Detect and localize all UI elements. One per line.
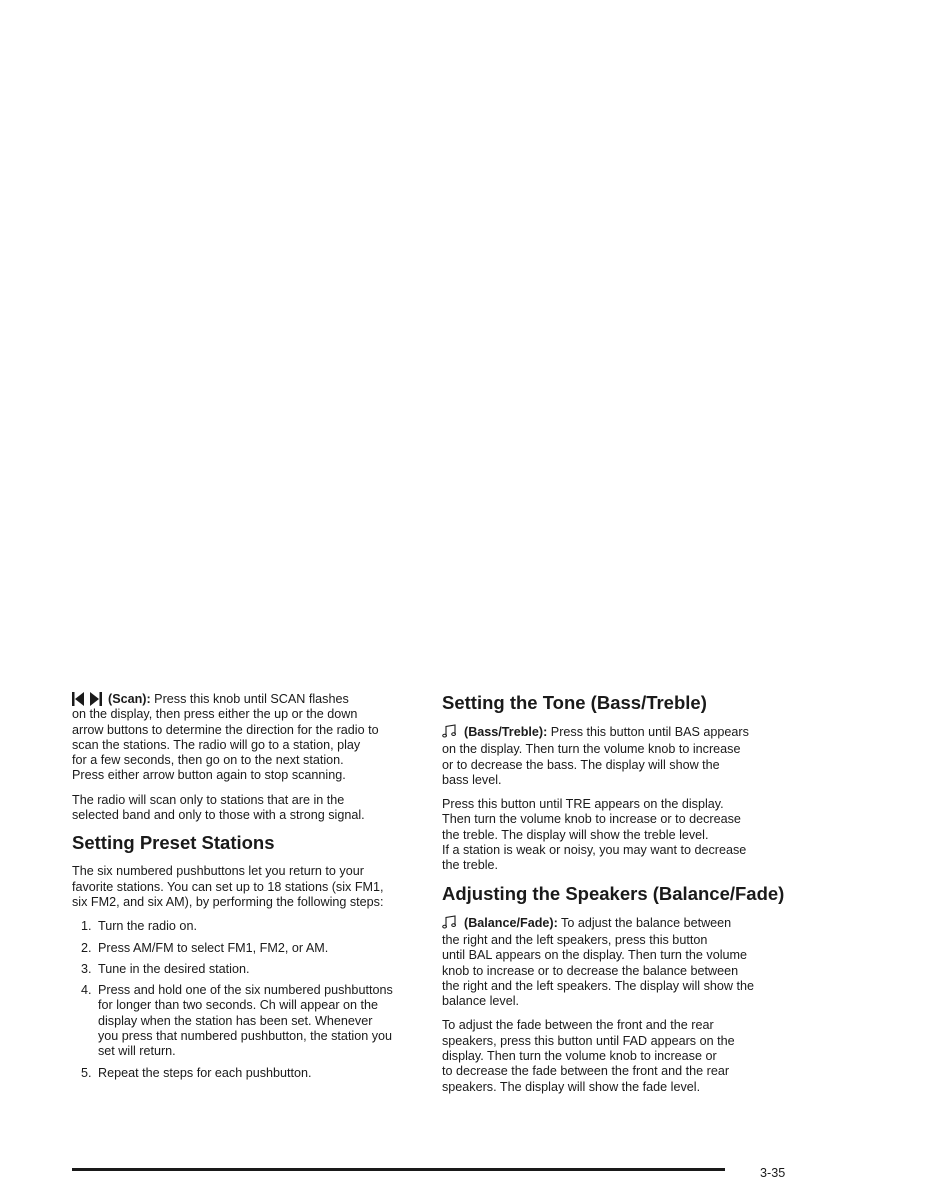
seek-back-icon — [72, 692, 84, 706]
balance-fade-label: (Balance/Fade): — [464, 915, 558, 930]
step-number: 3. — [81, 961, 92, 976]
music-note-icon — [442, 724, 457, 742]
page-number: 3-35 — [760, 1166, 786, 1180]
step-text: Turn the radio on. — [98, 919, 197, 934]
preset-heading: Setting Preset Stations — [72, 832, 275, 854]
scan-paragraph — [72, 692, 420, 784]
footer-rule — [72, 1168, 725, 1171]
bass-treble-text: Press this button until BAS appears on the display. Then turn the volume knob to increase or to decrease the bass. The display will show the bass level. — [442, 725, 749, 787]
step-text: Tune in the desired station. — [98, 961, 250, 976]
tone-heading: Setting the Tone (Bass/Treble) — [442, 692, 707, 713]
step-number: 4. — [81, 983, 92, 998]
speakers-heading: Adjusting the Speakers (Balance/Fade) — [442, 882, 785, 904]
step-4 — [81, 983, 420, 1059]
bass-treble-paragraph — [442, 724, 794, 788]
scan-label: (Scan): — [108, 692, 151, 706]
step-text: Press AM/FM to select FM1, FM2, or AM. — [98, 940, 329, 955]
balance-fade-paragraph — [442, 915, 794, 1010]
step-5 — [81, 1066, 420, 1081]
step-number: 1. — [81, 919, 92, 934]
preset-intro: The six numbered pushbuttons let you return to your favorite stations. You can set up to 18 stations (six FM1, six FM2, and six AM), by performing the following steps: — [72, 864, 384, 909]
seek-forward-icon — [90, 692, 102, 706]
treble-paragraph: Press this button until TRE appears on the display. Then turn the volume knob to increase or to decrease the treble. The display will show the treble level. If a station is weak or noisy, you may want to decrease the treble. — [442, 797, 747, 873]
left-column — [72, 692, 420, 1087]
step-number: 5. — [81, 1065, 92, 1080]
fade-paragraph: To adjust the fade between the front and the rear speakers, press this button until FAD appears on the display. Then turn the volume knob to increase or to decrease the fade between the front and the rear speakers. The display will show the fade level. — [442, 1018, 735, 1094]
balance-fade-text: To adjust the balance between the right and the left speakers, press this button until BAL appears on the display. Then turn the volume knob to increase or to decrease the balance between the right and the left speakers. The display will show the balance level. — [442, 915, 754, 1009]
step-3 — [81, 962, 420, 977]
scan-text: Press this knob until SCAN flashes on the display, then press either the up or the down arrow buttons to determine the direction for the radio to scan the stations. The radio will go to a station, play for a few seconds, then go on to the next station. Press either arrow button again to stop scanning. — [72, 692, 379, 783]
step-2 — [81, 941, 420, 956]
music-note-icon — [442, 915, 457, 933]
preset-steps — [81, 919, 420, 1081]
right-column — [442, 692, 794, 1104]
step-text: Repeat the steps for each pushbutton. — [98, 1065, 312, 1080]
scan-icons — [72, 692, 102, 706]
step-number: 2. — [81, 940, 92, 955]
step-text: Press and hold one of the six numbered pushbuttons for longer than two seconds. Ch will appear on the display when the station has been set. Whenever you press that numbered pushbutton, the station you set will return. — [98, 983, 393, 1059]
step-1 — [81, 919, 420, 934]
scan-note: The radio will scan only to stations that are in the selected band and only to those with a strong signal. — [72, 792, 365, 823]
bass-treble-label: (Bass/Treble): — [464, 725, 548, 739]
